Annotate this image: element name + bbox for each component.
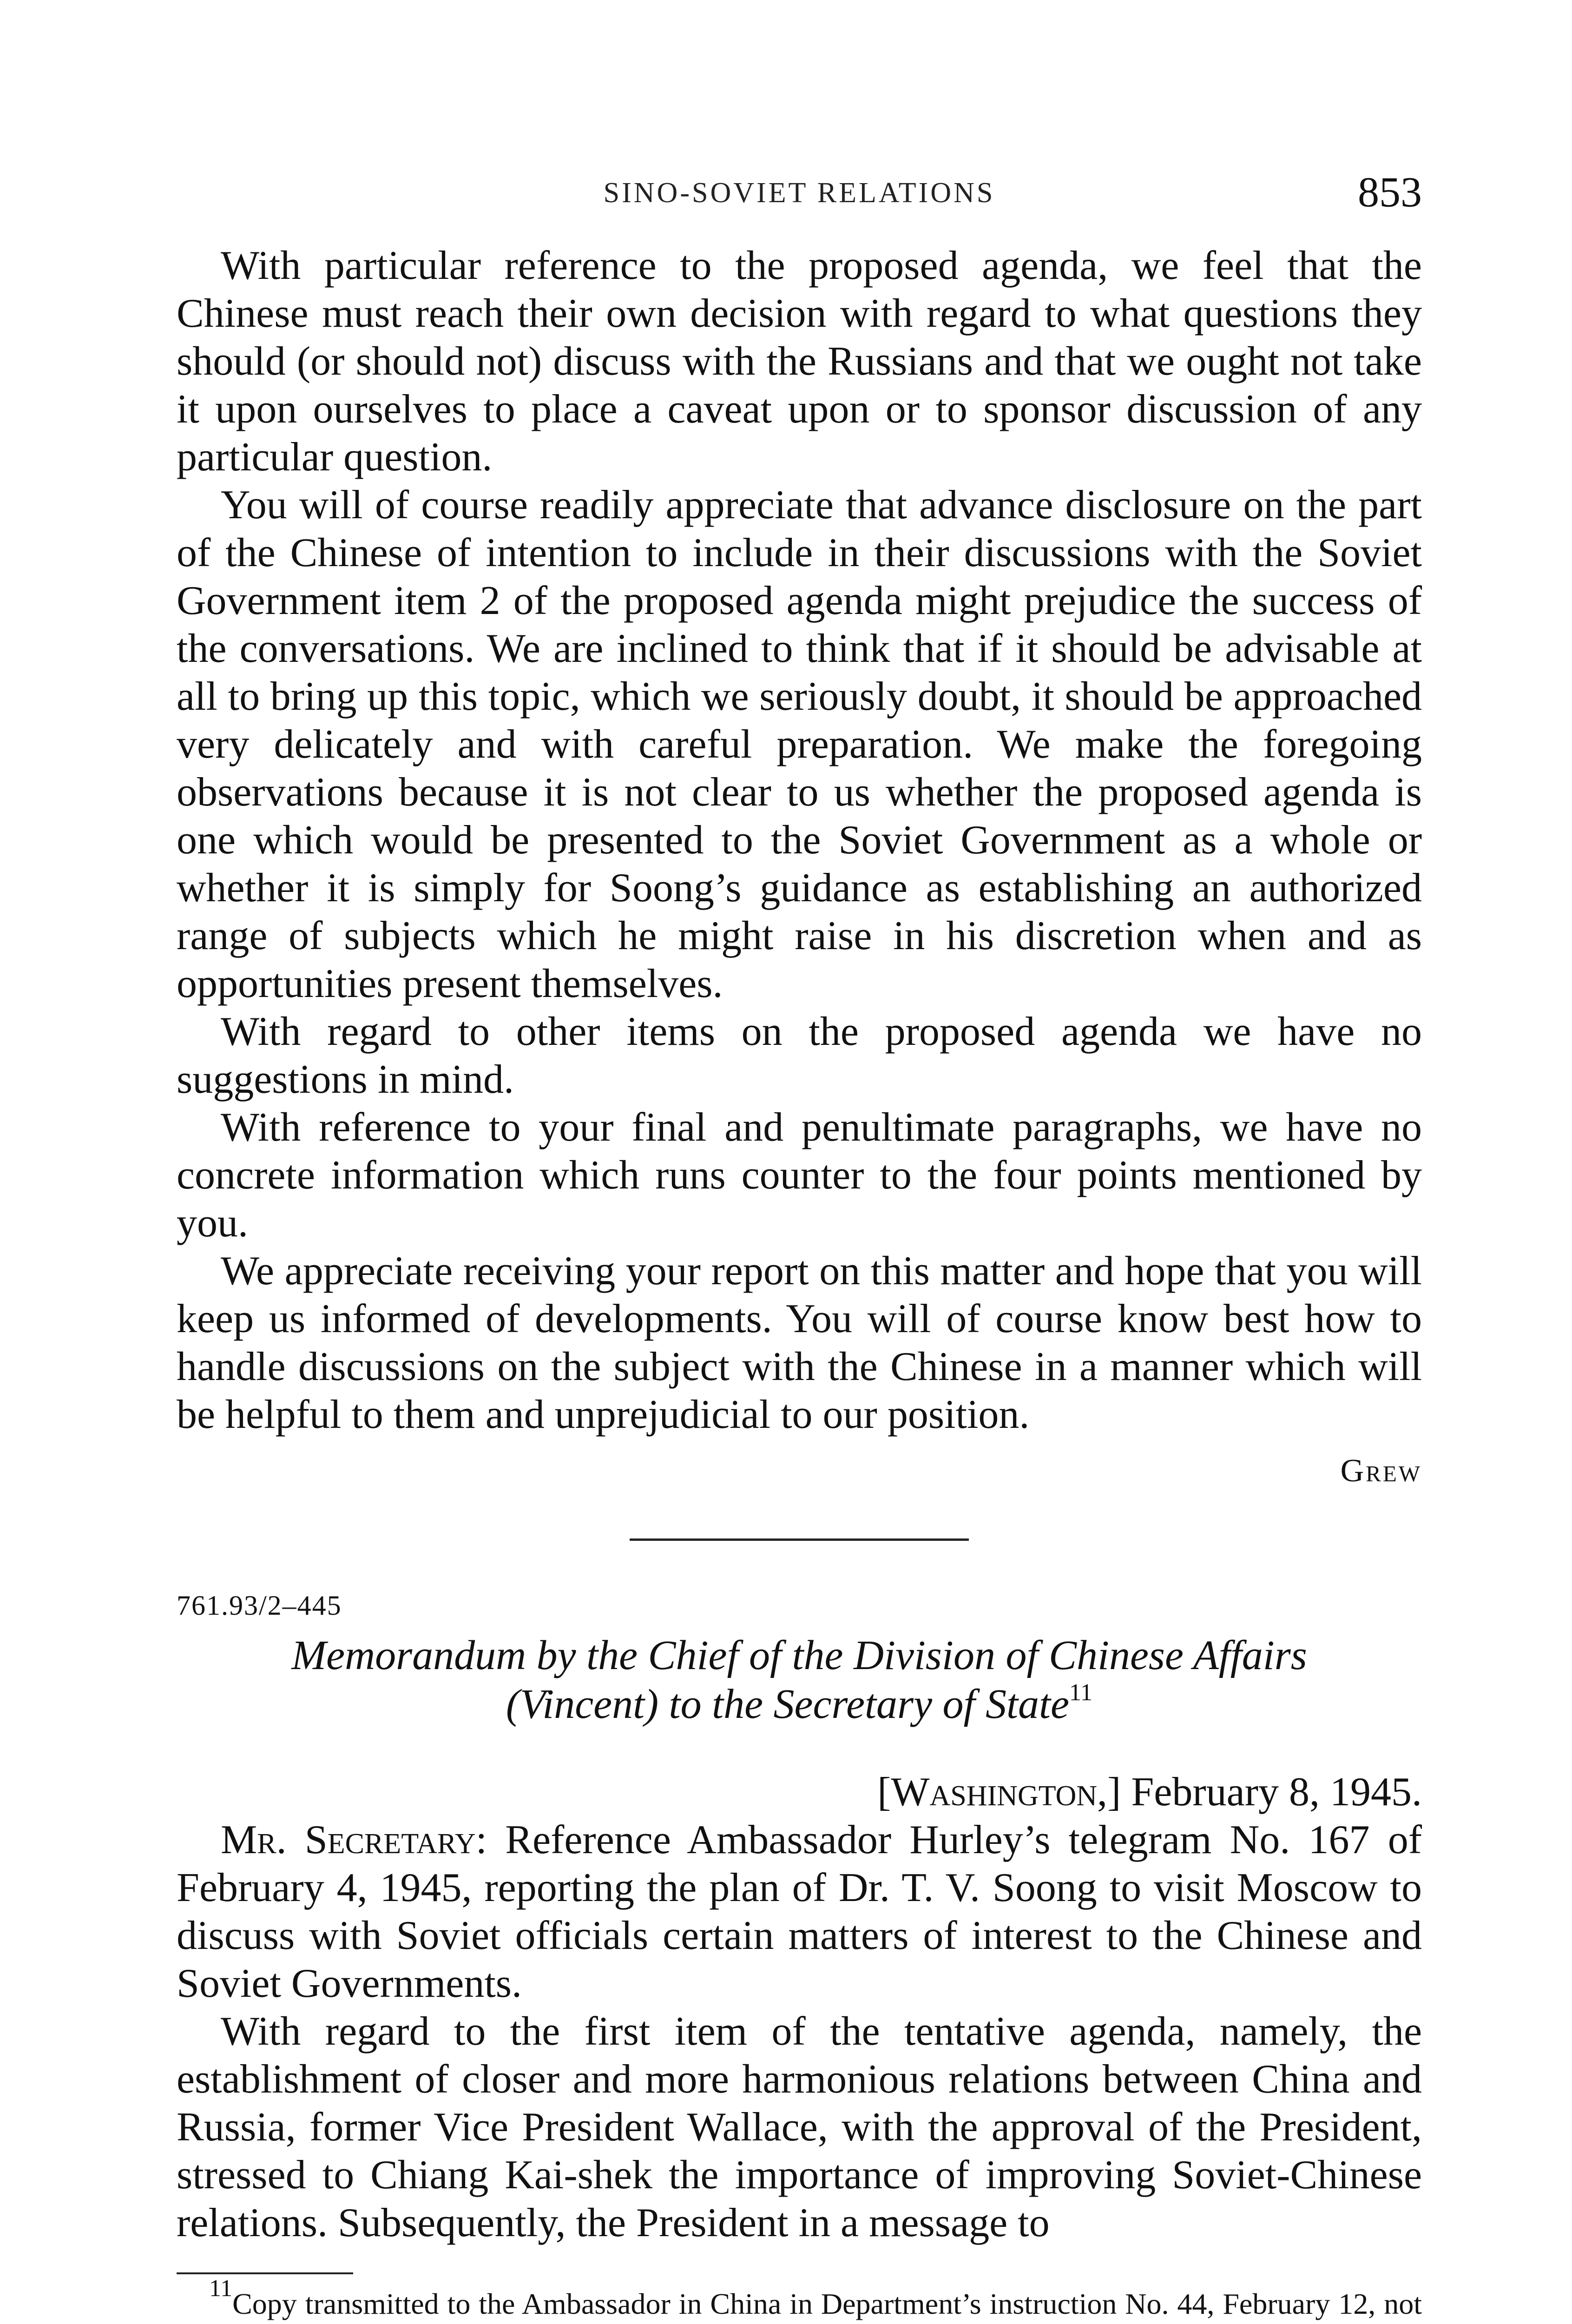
signature: Grew [1340, 1453, 1422, 1489]
memorandum-title [177, 1631, 1422, 1729]
memorandum [177, 1590, 1422, 2247]
salutation: Mr. Secretary: [221, 1817, 487, 1862]
footnote-mark: 11 [209, 2275, 233, 2302]
memorandum-title-line-1: Memorandum by the Chief of the Division of Chinese Affairs [291, 1632, 1307, 1678]
telegram-paragraph-3: With regard to other items on the proposed agenda we have no suggestions in mind. [177, 1009, 1422, 1102]
telegram-paragraph-1: With particular reference to the proposed agenda, we feel that the Chinese must reach their own decision with regard to what questions they should (or should not) discuss with the Russians and that we ought not take it upon ourselves to place a caveat upon or to sponsor discussion of any particular question. [177, 243, 1422, 480]
footnote-text: Copy transmitted to the Ambassador in China in Department’s instruction No. 44, February 12, not [232, 2287, 1422, 2320]
footnote-reference: 11 [1069, 1679, 1093, 1706]
memorandum-paragraph-1-text: Reference Ambassador Hurley’s telegram No. 167 of February 4, 1945, reporting the plan of Dr. T. V. Soong to visit Moscow to discuss with Soviet officials certain matters of interest to the Chinese and Soviet Governments. [177, 1817, 1422, 2006]
telegram-paragraph-5: We appreciate receiving your report on this matter and hope that you will keep us informed of developments. You will of course know best how to handle discussions on the subject with the Chinese in a manner which will be helpful to them and unprejudicial to our position. [177, 1248, 1422, 1437]
dateline-place: [Washington,] [877, 1769, 1121, 1815]
footnote [177, 2275, 1422, 2324]
telegram-body [177, 242, 1422, 1494]
running-title: SINO-SOVIET RELATIONS [603, 177, 995, 209]
memorandum-paragraph-2: With regard to the first item of the tentative agenda, namely, the establishment of closer and more harmonious relations between China and Russia, former Vice President Wallace, with the approval of the President, stressed to Chiang Kai-shek the importance of improving Soviet-Chinese relations. Subsequently, the President in a message to [177, 2009, 1422, 2245]
document-page [177, 167, 1422, 2324]
footnote-divider [177, 2272, 353, 2274]
dateline [177, 1768, 1422, 1816]
file-number: 761.93/2–445 [177, 1590, 342, 1621]
telegram-paragraph-4: With reference to your final and penultimate paragraphs, we have no concrete information which runs counter to the four points mentioned by you. [177, 1105, 1422, 1246]
telegram-paragraph-2: You will of course readily appreciate that advance disclosure on the part of the Chinese of intention to include in their discussions with the Soviet Government item 2 of the proposed agenda might prejudice the success of the conversations. We are inclined to think that if it should be advisable at all to bring up this topic, which we seriously doubt, it should be approached very delicately and with careful preparation. We make the foregoing observations because it is not clear to us whether the proposed agenda is one which would be presented to the Soviet Government as a whole or whether it is simply for Soong’s guidance as establishing an authorized range of subjects which he might raise in his discretion when and as opportunities present themselves. [177, 482, 1422, 1006]
memorandum-paragraph-1 [177, 1816, 1422, 2007]
running-head [177, 167, 1422, 228]
page-number: 853 [1358, 168, 1422, 216]
dateline-date: February 8, 1945. [1131, 1769, 1422, 1815]
memorandum-title-line-2: (Vincent) to the Secretary of State [506, 1681, 1069, 1727]
section-divider [630, 1538, 969, 1541]
